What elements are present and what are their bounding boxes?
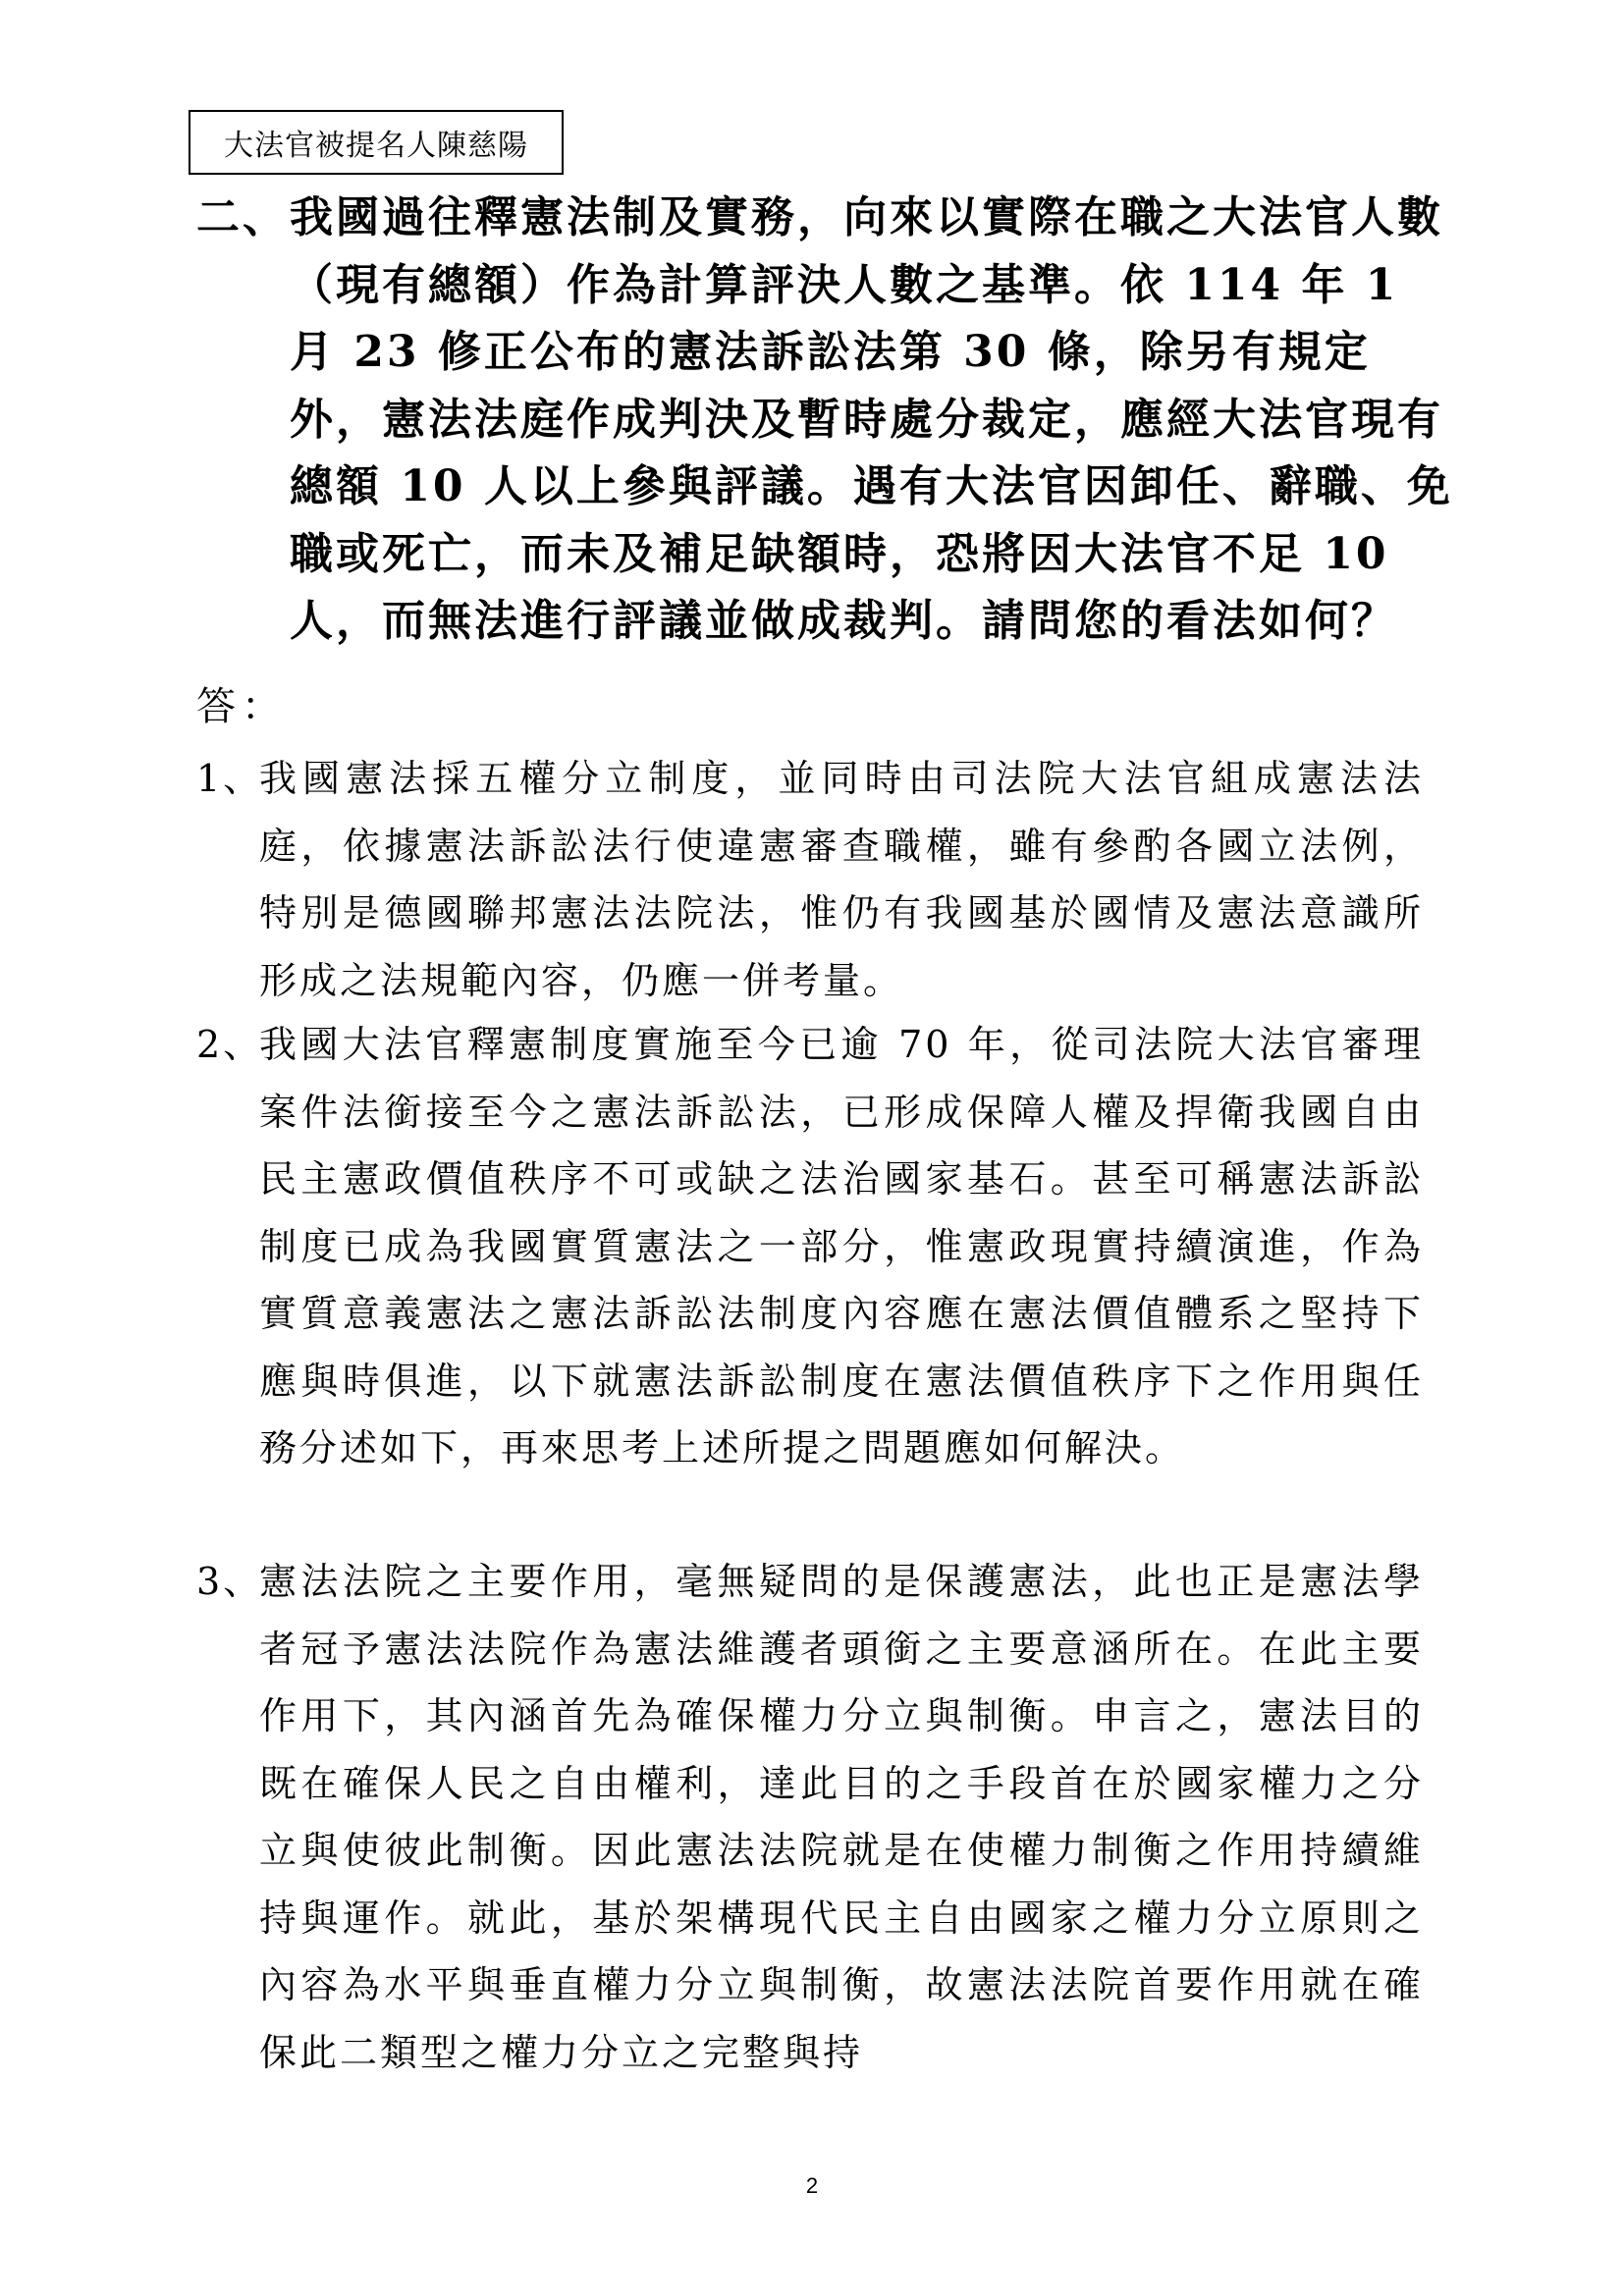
answer-item-number: 3、 — [196, 1560, 264, 1603]
page-number: 2 — [805, 2173, 819, 2198]
answer-item-number: 2、 — [196, 1023, 264, 1066]
question-text: 我國過往釋憲法制及實務，向來以實際在職之大法官人數（現有總額）作為計算評決人數之基準。依 114 年 1 月 23 修正公布的憲法訴訟法第 30 條，除另有規定外，憲法法庭作成判決及暫時處分裁定，應經大法官現有總額 10 人以上參與評議。遇有大法官因卸任、辭職、免職或死亡，而未及補足缺額時，恐將因大法官不足 10 人，而無法進行評議並做成裁判。請問您的看法如何？ — [290, 192, 1453, 646]
answer-item-text: 我國大法官釋憲制度實施至今已逾 70 年，從司法院大法官審理案件法銜接至今之憲法訴訟法，已形成保障人權及捍衛我國自由民主憲政價值秩序不可或缺之法治國家基石。甚至可稱憲法訴訟制度已成為我國實質憲法之一部分，惟憲政現實持續演進，作為實質意義憲法之憲法訴訟法制度內容應在憲法價值體系之堅持下應與時俱進，以下就憲法訴訟制度在憲法價值秩序下之作用與任務分述如下，再來思考上述所提之問題應如何解決。 — [259, 1023, 1424, 1469]
question-block — [196, 185, 1453, 656]
answer-item — [196, 1548, 1424, 2086]
answer-item-text: 憲法法院之主要作用，毫無疑問的是保護憲法，此也正是憲法學者冠予憲法法院作為憲法維護者頭銜之主要意涵所在。在此主要作用下，其內涵首先為確保權力分立與制衡。申言之，憲法目的既在確保人民之自由權利，達此目的之手段首在於國家權力之分立與使彼此制衡。因此憲法法院就是在使權力制衡之作用持續維持與運作。就此，基於架構現代民主自由國家之權力分立原則之內容為水平與垂直權力分立與制衡，故憲法法院首要作用就在確保此二類型之權力分立之完整與持 — [259, 1560, 1424, 2074]
answer-label: 答： — [196, 684, 287, 729]
answer-item-text: 我國憲法採五權分立制度，並同時由司法院大法官組成憲法法庭，依據憲法訴訟法行使違憲審查職權，雖有參酌各國立法例，特別是德國聯邦憲法法院法，惟仍有我國基於國情及憲法意識所形成之法規範內容，仍應一併考量。 — [259, 757, 1424, 1002]
answer-item-number: 1、 — [196, 757, 264, 800]
answer-item — [196, 1011, 1424, 1482]
nominee-label-box — [189, 110, 564, 175]
answer-item — [196, 745, 1424, 1014]
nominee-label: 大法官被提名人陳慈陽 — [224, 129, 528, 163]
question-number: 二、 — [196, 192, 289, 242]
